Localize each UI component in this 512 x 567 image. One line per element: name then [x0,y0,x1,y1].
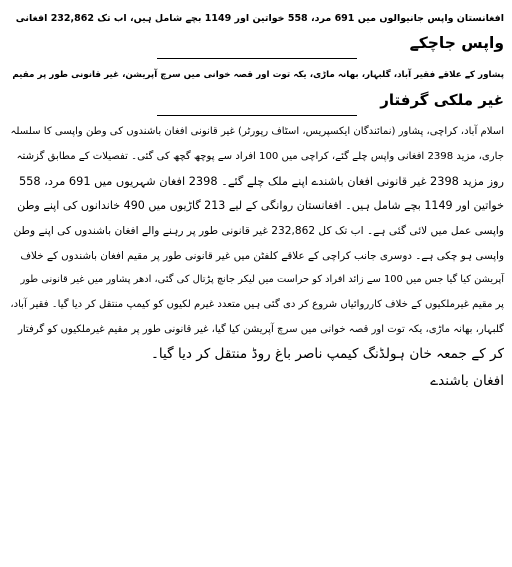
body-line: روز مزید 2398 غیر قانونی افغان باشندے اپنے ملک چلے گئے۔ 2398 افغان شہریوں میں 691 مرد، 558 [18,174,504,189]
body-line: اسلام آباد، کراچی، پشاور (نمائندگان ایکسپریس، اسٹاف رپورٹر) غیر قانونی افغان باشندوں کی وطن واپسی کا سلسلہ [10,126,504,137]
subheadline-line: غیر ملکی گرفتار [380,91,504,109]
divider [157,115,357,116]
subheadline [10,63,504,113]
article-body [10,120,504,367]
body-line: جاری، مزید 2398 افغانی واپس چلے گئے، کراچی میں 100 افراد سے پوچھ گچھ کی گئی۔ تفصیلات کے مطابق گزشتہ [16,150,504,162]
subheadline-line: پشاور کے علاقے فقیر آباد، گلبہار، بھانہ ماڑی، یکہ توت اور قصہ خوانی میں سرچ آپریشن، غیر قانونی طور پر مقیم [12,70,504,80]
body-line: واپسی عمل میں لائی گئی ہے۔ اب تک کل 232,862 غیر قانونی طور پر رہنے والے افغان باشندوں کی اپنے وطن [13,224,504,237]
headline [10,6,504,56]
divider [157,58,357,59]
body-line: گلبہار، بھانہ ماڑی، یکہ توت اور قصہ خوانی میں سرچ آپریشن کیا گیا، غیر قانونی طور پر مقیم غیرملکیوں کو گرفتار [17,323,504,335]
headline-line: افغانستان واپس جانیوالوں میں 691 مرد، 558 خواتین اور 1149 بچے شامل ہیں، اب تک 232,862 افغانی [15,13,504,24]
byline: افغان باشندے [430,373,504,390]
body-line: پر مقیم غیرملکیوں کے خلاف کارروائیاں شروع کر دی گئی ہیں متعدد غیرم لکیوں کو کیمپ منتقل کر دیا گیا۔ فقیر آباد، [10,298,504,310]
body-line: واپسی ہو چکی ہے۔ دوسری جانب کراچی کے علاقے کلفٹن میں غیر قانونی طور پر مقیم افغان باشندوں کے خلاف [20,249,504,262]
body-line: آپریشن کیا گیا جس میں 100 سے زائد افراد کو حراست میں لیکر جانچ پڑتال کی گئی، ادھر پشاور میں غیر قانونی طور [20,274,504,286]
body-line: خواتین اور 1149 بچے شامل ہیں۔ افغانستان روانگی کے لیے 213 گاڑیوں میں 490 خاندانوں کی اپنے وطن [17,199,504,213]
headline-line: واپس جاچکے [409,34,504,52]
body-line: کر کے جمعہ خان ہولڈنگ کیمپ ناصر باغ روڈ منتقل کر دیا گیا۔ [150,346,504,363]
